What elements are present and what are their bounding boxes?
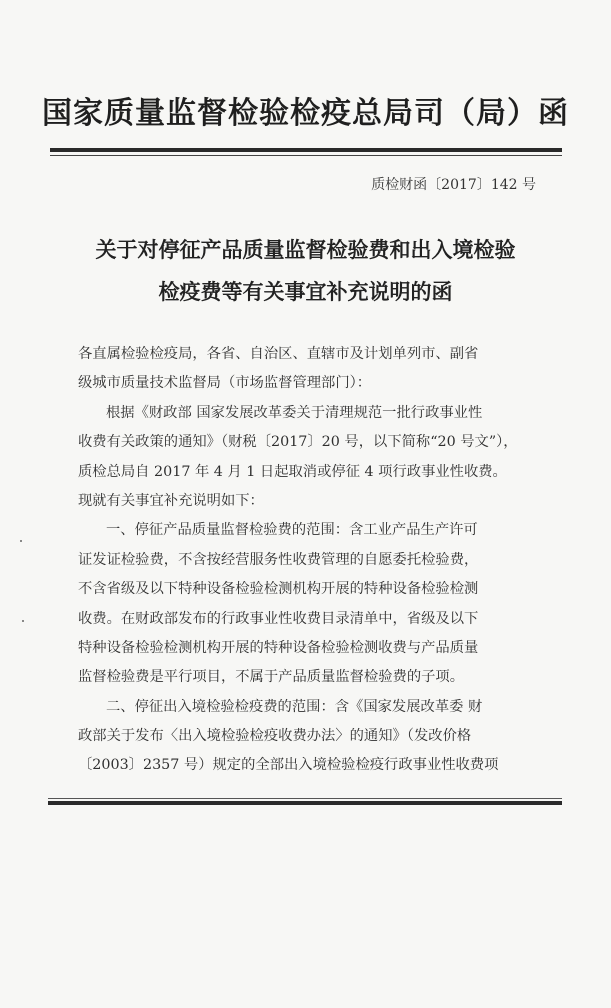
scan-speck <box>22 620 24 622</box>
body-line: 政部关于发布〈出入境检验检疫收费办法〉的通知》（发改价格 <box>78 728 472 745</box>
body-line: 根据《财政部 国家发展改革委关于清理规范一批行政事业性 <box>106 404 483 421</box>
letterhead-title: 国家质量监督检验检疫总局司（局）函 <box>42 96 569 131</box>
letterhead-rule-thin <box>50 155 562 156</box>
body-line: 收费有关政策的通知》（财税〔2017〕20 号，以下简称“20 号文”）， <box>78 434 518 451</box>
document-number: 质检财函〔2017〕142 号 <box>371 177 536 193</box>
footer-rule-thin <box>48 798 562 799</box>
body-line: 一、停征产品质量监督检验费的范围：含工业产品生产许可 <box>106 522 478 539</box>
body-line: 现就有关事宜补充说明如下： <box>78 492 264 509</box>
body-line: 质检总局自 2017 年 4 月 1 日起取消或停征 4 项行政事业性收费。 <box>78 463 507 480</box>
body-line: 收费。在财政部发布的行政事业性收费目录清单中，省级及以下 <box>78 610 479 627</box>
body-line: 证发证检验费，不含按经营服务性收费管理的自愿委托检验费， <box>78 551 479 568</box>
body-line: 〔2003〕2357 号）规定的全部出入境检验检疫行政事业性收费项 <box>78 757 499 774</box>
footer-rule-thick <box>48 801 562 805</box>
scan-speck <box>20 540 22 542</box>
body-line: 不含省级及以下特种设备检验检测机构开展的特种设备检验检测 <box>78 581 479 598</box>
document-body <box>78 340 534 781</box>
body-line: 级城市质量技术监督局（市场监督管理部门）： <box>78 375 372 392</box>
body-line: 监督检验费是平行项目，不属于产品质量监督检验费的子项。 <box>78 669 465 686</box>
document-title-line-1: 关于对停征产品质量监督检验费和出入境检验 <box>95 237 516 262</box>
body-line: 特种设备检验检测机构开展的特种设备检验检测收费与产品质量 <box>78 639 479 656</box>
letterhead-rule-thick <box>50 148 562 152</box>
document-title-line-2: 检疫费等有关事宜补充说明的函 <box>158 279 453 304</box>
body-line: 二、停征出入境检验检疫费的范围：含《国家发展改革委 财 <box>106 698 483 715</box>
body-line: 各直属检验检疫局，各省、自治区、直辖市及计划单列市、副省 <box>78 346 479 362</box>
